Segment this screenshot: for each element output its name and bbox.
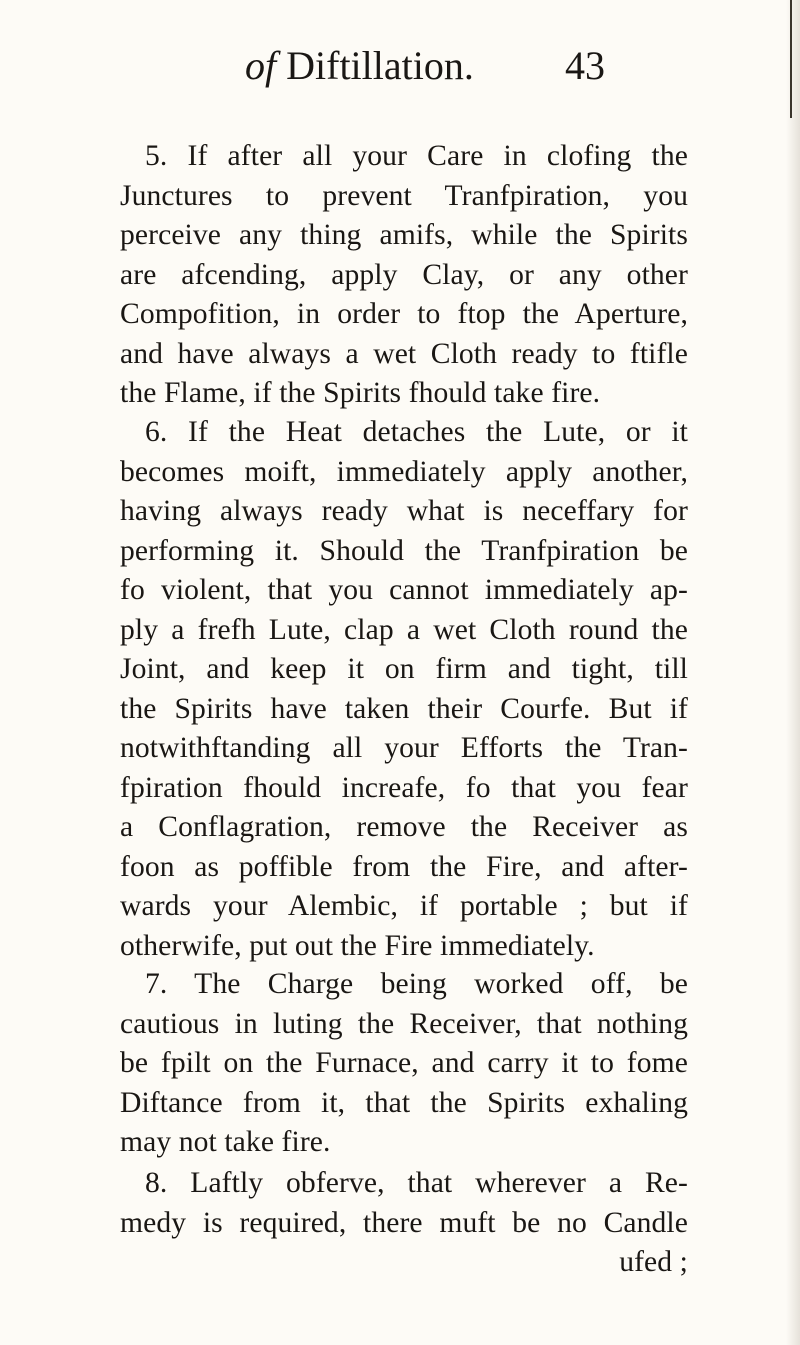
text-line: 8. Laftly obferve, that wherever a Re- [145,1167,688,1199]
header-prefix: of [245,43,277,88]
text-line: medy is required, there muft be no Candle [120,1206,688,1239]
text-line: are afcending, apply Clay, or any other [120,258,688,291]
text-line: having always ready what is neceffary for [120,495,688,527]
text-line: may not take fire. [120,1126,331,1158]
paragraph-7 [120,965,688,1163]
text-line: a Conflagration, remove the Receiver as [120,811,688,843]
text-line: cautious in luting the Receiver, that nothing [120,1007,688,1040]
text-line: Joint, and keep it on firm and tight, till [120,653,688,685]
page-edge-shadow [786,0,800,1345]
running-header [245,36,645,96]
text-line: 6. If the Heat detaches the Lute, or it [145,416,688,448]
text-line: the Flame, if the Spirits fhould take fire. [120,377,601,409]
paragraph-5 [120,137,688,414]
header-title: Diftillation. [286,43,474,88]
text-line: fo violent, that you cannot immediately ap- [120,574,688,606]
text-line: notwithftanding all your Efforts the Tran- [120,732,688,764]
text-line: the Spirits have taken their Courfe. But if [120,692,688,725]
text-line: Junctures to prevent Tranfpiration, you [120,179,688,212]
text-line: becomes moift, immediately apply another, [120,455,688,488]
text-line: fpiration fhould increafe, fo that you fear [120,771,688,804]
text-line: 7. The Charge being worked off, be [145,968,688,1000]
text-line: foon as poffible from the Fire, and after- [120,850,688,883]
catchword: ufed ; [619,1246,688,1278]
text-line: wards your Alembic, if portable ; but if [120,890,688,922]
page-number: 43 [565,43,605,88]
page-edge-line [790,0,792,118]
text-line: Compofition, in order to ftop the Aperture, [120,298,688,330]
text-line: be fpilt on the Furnace, and carry it to fome [120,1047,688,1079]
text-line: otherwife, put out the Fire immediately. [120,929,595,962]
text-line: and have always a wet Cloth ready to ftifle [120,337,688,370]
text-line: ply a frefh Lute, clap a wet Cloth round the [120,613,688,646]
paragraph-6 [120,413,688,966]
text-line: perceive any thing amifs, while the Spirits [120,219,688,251]
text-line: performing it. Should the Tranfpiration be [120,534,688,567]
paragraph-8 [120,1164,688,1283]
text-line: 5. If after all your Care in clofing the [145,140,688,172]
text-line: Diftance from it, that the Spirits exhaling [120,1086,688,1119]
